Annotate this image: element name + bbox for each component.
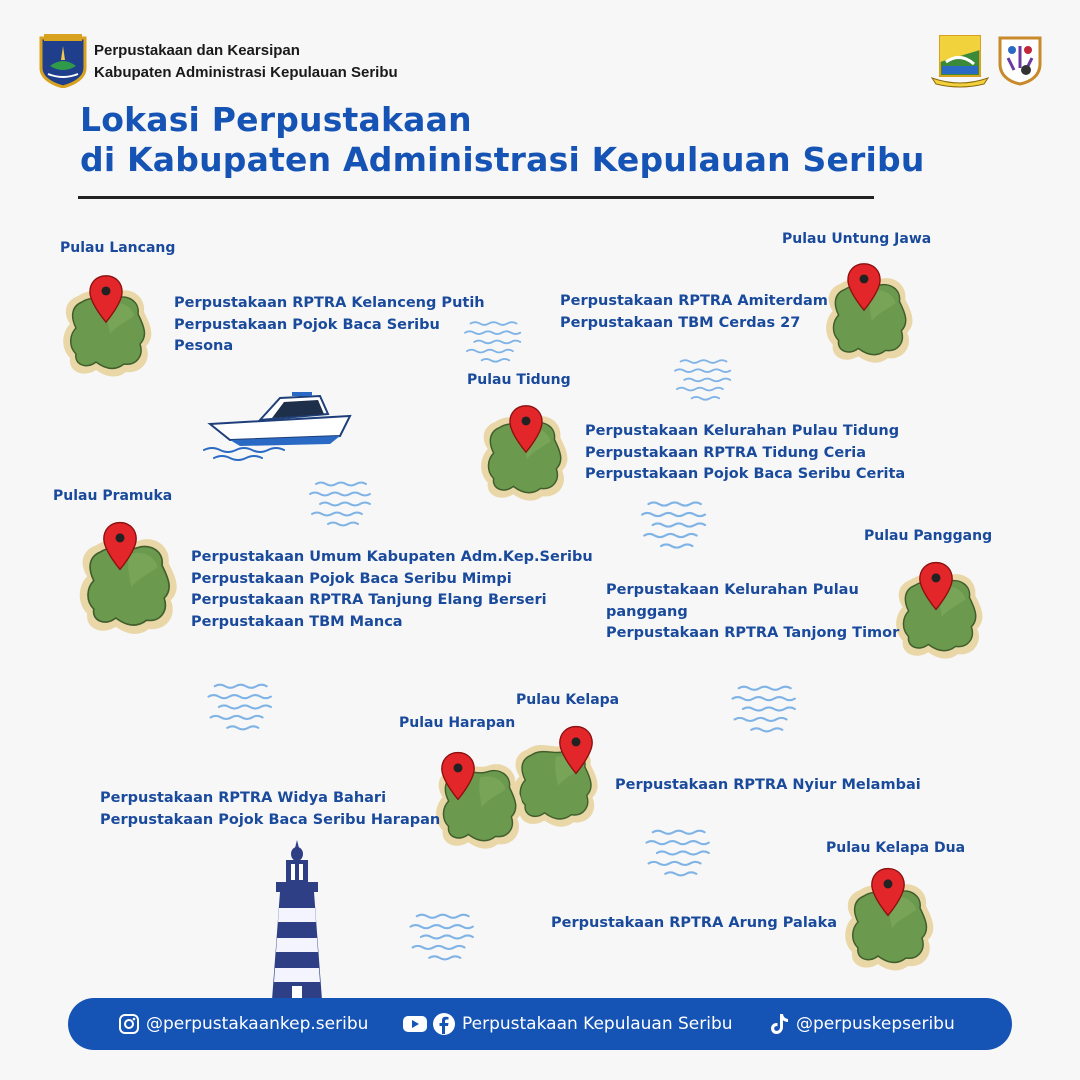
island-name-untung-jawa: Pulau Untung Jawa [782,231,932,247]
library-item: Perpustakaan Pojok Baca Seribu Harapan [100,811,441,828]
waves-decoration [672,356,748,402]
library-item: Perpustakaan RPTRA Arung Palaka [551,915,838,931]
island-name-kelapa-dua: Pulau Kelapa Dua [826,840,966,856]
title-line-1: Lokasi Perpustakaan [80,100,472,139]
libraries-kelapa-dua [551,913,837,935]
instagram-link[interactable] [118,998,368,1050]
lighthouse-icon [262,838,332,1006]
map-pin-icon [918,560,954,612]
island-name-harapan: Pulau Harapan [399,715,516,731]
library-item: Perpustakaan RPTRA Tidung Ceria [585,444,867,461]
waves-decoration [308,478,388,528]
map-pin-icon [558,724,594,776]
map-pin-icon [508,404,544,454]
island-name-tidung: Pulau Tidung [467,372,571,388]
title-line-2: di Kabupaten Administrasi Kepulauan Seribu [80,140,925,179]
instagram-handle: @perpustakaankep.seribu [146,1014,369,1034]
island-name-lancang: Pulau Lancang [60,240,176,256]
library-item: Perpustakaan RPTRA Widya Bahari [100,790,387,806]
library-item: Pesona [174,338,234,354]
libraries-pramuka [191,547,593,633]
page-title [80,100,925,180]
org-line-2: Kabupaten Administrasi Kepulauan Seribu [94,64,398,81]
speedboat-icon [200,384,364,466]
libraries-harapan [100,788,440,831]
library-emblem-icon [996,34,1044,90]
waves-decoration [730,682,814,734]
waves-decoration [640,496,724,552]
tiktok-handle: @perpuskepseribu [796,1014,955,1034]
library-item: Perpustakaan TBM Cerdas 27 [560,314,801,331]
library-item: Perpustakaan RPTRA Tanjong Timor [606,625,900,641]
libraries-kelapa [615,775,921,797]
library-item: Perpustakaan RPTRA Nyiur Melambai [615,777,921,793]
library-item: Perpustakaan RPTRA Amiterdam [560,293,828,309]
library-item: Perpustakaan Pojok Baca Seribu [174,316,440,333]
island-name-panggang: Pulau Panggang [864,528,993,544]
youtube-icon [402,1013,428,1035]
facebook-icon [432,1012,456,1036]
libraries-tidung [585,421,905,486]
waves-decoration [644,826,728,878]
waves-decoration [206,680,290,732]
island-name-kelapa: Pulau Kelapa [516,692,620,708]
facebook-youtube-link[interactable] [402,998,733,1050]
tiktok-icon [770,1013,790,1035]
library-item: Perpustakaan Umum Kabupaten Adm.Kep.Seribu [191,549,593,565]
instagram-icon [118,1013,140,1035]
island-name-pramuka: Pulau Pramuka [53,488,173,504]
library-item: Perpustakaan RPTRA Kelanceng Putih [174,295,485,311]
jakarta-emblem-icon [38,32,88,92]
libraries-untung-jawa [560,291,828,334]
map-pin-icon [102,520,138,572]
organization-name [94,40,398,84]
facebook-page-name: Perpustakaan Kepulauan Seribu [462,1014,733,1034]
org-line-1: Perpustakaan dan Kearsipan [94,42,300,59]
map-pin-icon [870,866,906,918]
map-pin-icon [88,274,124,324]
library-item: Perpustakaan Pojok Baca Seribu Mimpi [191,570,512,587]
tiktok-link[interactable] [770,998,955,1050]
kepulauan-seribu-emblem-icon [928,32,992,92]
footer-social-bar [68,998,1012,1050]
title-divider [78,196,874,199]
waves-decoration [408,910,492,962]
library-item: Perpustakaan Pojok Baca Seribu Cerita [585,466,906,482]
library-item: Perpustakaan Kelurahan Pulau Tidung [585,423,900,439]
library-item: Perpustakaan TBM Manca [191,613,403,630]
library-item: Perpustakaan RPTRA Tanjung Elang Berseri [191,592,547,608]
map-pin-icon [846,262,882,312]
library-item: panggang [606,603,688,620]
libraries-lancang [174,293,485,358]
map-pin-icon [440,750,476,802]
libraries-panggang [606,580,899,645]
library-item: Perpustakaan Kelurahan Pulau [606,582,859,598]
